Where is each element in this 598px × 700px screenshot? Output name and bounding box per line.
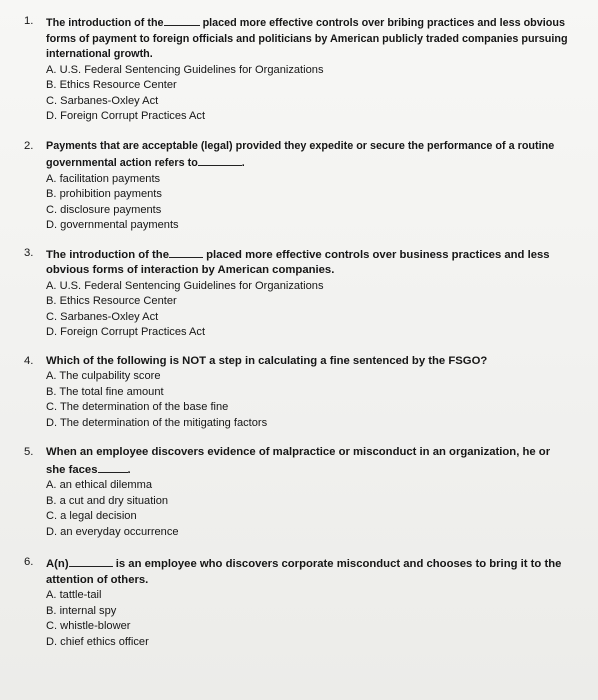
stem-text-before: When an employee discovers evidence of malpractice or misconduct in an organization, he or she faces [46, 446, 551, 476]
question-number: 5. [24, 446, 34, 458]
option-d: D. chief ethics officer [46, 635, 149, 648]
option-a: A. an ethical dilemma [46, 479, 153, 491]
answer-blank [164, 14, 200, 26]
option-c: C. disclosure payments [46, 203, 162, 216]
question-3 [24, 246, 572, 341]
answer-blank [69, 555, 113, 567]
option-list [24, 172, 572, 234]
question-stem [24, 445, 572, 478]
option-b: B. Ethics Resource Center [46, 79, 177, 91]
question-1 [24, 14, 572, 125]
question-stem [24, 555, 572, 588]
option-d: D. Foreign Corrupt Practices Act [46, 110, 206, 122]
option-c: C. Sarbanes-Oxley Act [46, 310, 159, 323]
option-a: A. U.S. Federal Sentencing Guidelines for Organizations [46, 279, 324, 292]
question-number: 6. [24, 556, 34, 568]
question-stem [24, 139, 572, 172]
option-d: D. Foreign Corrupt Practices Act [46, 326, 206, 338]
option-b: B. Ethics Resource Center [46, 295, 177, 307]
option-c: C. a legal decision [46, 510, 137, 522]
option-a: A. facilitation payments [46, 172, 161, 185]
option-b: B. internal spy [46, 604, 117, 617]
question-stem [24, 14, 572, 63]
question-number: 2. [24, 139, 34, 152]
question-4 [24, 354, 572, 432]
stem-text-after: . [241, 157, 245, 169]
option-c: C. Sarbanes-Oxley Act [46, 94, 159, 107]
answer-blank [198, 154, 242, 166]
stem-text-after: placed more effective controls over bribing practices and less obvious forms of payment to foreign officials and politicians by American publicly traded companies pursuing international growth. [46, 17, 568, 60]
option-a: A. tattle-tail [46, 589, 102, 601]
option-a: A. U.S. Federal Sentencing Guidelines for Organizations [46, 63, 324, 76]
stem-text-after: placed more effective controls over business practices and less obvious forms of interaction by American companies. [46, 248, 550, 276]
stem-text-before: A(n) [46, 558, 69, 570]
stem-text-after: is an employee who discovers corporate misconduct and chooses to bring it to the attention of others. [46, 558, 562, 586]
question-number: 3. [24, 246, 34, 259]
option-d: D. governmental payments [46, 219, 179, 231]
option-a: A. The culpability score [46, 370, 161, 382]
question-number: 4. [24, 354, 34, 367]
question-6 [24, 555, 572, 650]
stem-text-before: The introduction of the [46, 17, 164, 29]
option-d: D. an everyday occurrence [46, 525, 179, 538]
question-2 [24, 139, 572, 234]
stem-text-before: Which of the following is NOT a step in calculating a fine sentenced by the FSGO? [46, 354, 488, 367]
answer-blank [98, 461, 128, 473]
stem-text-after: . [127, 463, 131, 476]
question-stem [24, 246, 572, 279]
option-list [24, 588, 572, 650]
option-list [24, 63, 572, 125]
option-list [24, 369, 572, 431]
option-list [24, 279, 572, 341]
question-5 [24, 445, 572, 540]
option-c: C. The determination of the base fine [46, 401, 229, 413]
option-b: B. The total fine amount [46, 385, 164, 398]
stem-text-before: Payments that are acceptable (legal) provided they expedite or secure the performance of a routine governmental action refers to [46, 139, 555, 169]
option-b: B. prohibition payments [46, 188, 162, 200]
stem-text-before: The introduction of the [46, 248, 169, 261]
option-c: C. whistle-blower [46, 620, 131, 632]
question-stem [24, 354, 572, 370]
option-b: B. a cut and dry situation [46, 494, 169, 507]
question-number: 1. [24, 15, 34, 27]
answer-blank [169, 246, 203, 258]
option-list [24, 478, 572, 540]
option-d: D. The determination of the mitigating factors [46, 416, 268, 429]
